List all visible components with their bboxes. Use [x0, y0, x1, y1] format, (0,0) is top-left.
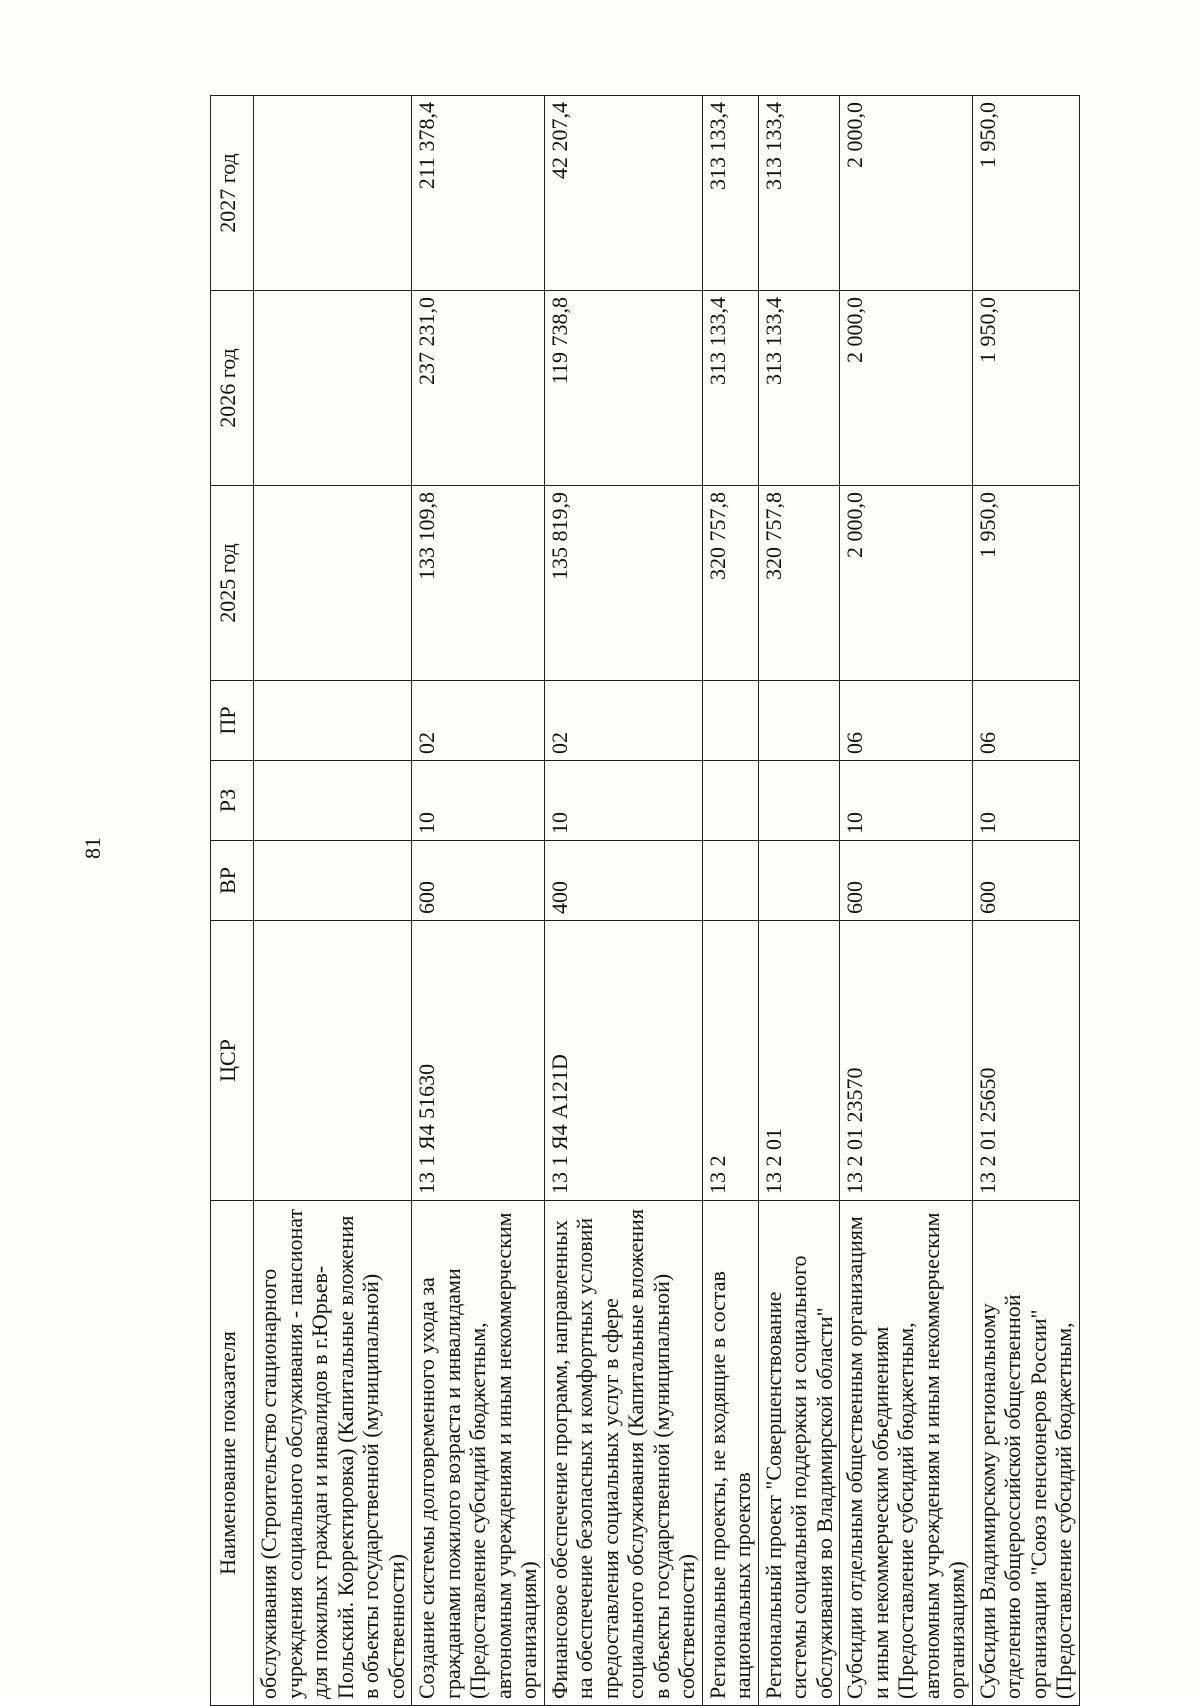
cell-csr: 13 1 Я4 51630: [412, 921, 545, 1201]
cell-csr: 13 2: [702, 921, 758, 1201]
table-header-row: [211, 96, 254, 1706]
cell-2025: 320 757,8: [702, 486, 758, 681]
table-frame: [210, 96, 1200, 1706]
header-name: Наименование показателя: [211, 1201, 254, 1706]
cell-2027: 42 207,4: [544, 96, 702, 291]
header-pr: ПР: [211, 681, 254, 761]
cell-2025: 2 000,0: [840, 486, 973, 681]
header-vr: ВР: [211, 841, 254, 921]
cell-2026: [254, 291, 412, 486]
table-row: [972, 96, 1079, 1706]
cell-rz: 10: [544, 761, 702, 841]
cell-rz: [254, 761, 412, 841]
cell-name: Создание системы долговременного ухода за гражданами пожилого возраста и инвалидами (Предоставление субсидий бюджетным, автономным учреждениям и иным некоммерческим организациям): [412, 1201, 545, 1706]
cell-2025: [254, 486, 412, 681]
cell-name: Региональные проекты, не входящие в состав национальных проектов: [702, 1201, 758, 1706]
cell-rz: 10: [412, 761, 545, 841]
table-row: [254, 96, 412, 1706]
cell-vr: [758, 841, 840, 921]
cell-2027: 313 133,4: [758, 96, 840, 291]
cell-csr: 13 2 01 23570: [840, 921, 973, 1201]
cell-2026: 119 738,8: [544, 291, 702, 486]
cell-rz: [702, 761, 758, 841]
table-row: [758, 96, 840, 1706]
cell-2027: [254, 96, 412, 291]
cell-vr: [702, 841, 758, 921]
cell-2026: 313 133,4: [758, 291, 840, 486]
cell-vr: 400: [544, 841, 702, 921]
cell-2027: 313 133,4: [702, 96, 758, 291]
cell-2026: 2 000,0: [840, 291, 973, 486]
header-2026: 2026 год: [211, 291, 254, 486]
cell-2027: 2 000,0: [840, 96, 973, 291]
cell-pr: [758, 681, 840, 761]
table-row: [544, 96, 702, 1706]
cell-name: Финансовое обеспечение программ, направленных на обеспечение безопасных и комфортных условий предоставления социальных услуг в сфере социального обслуживания (Капитальные вложения в объекты государственной (муниципальной) собственности): [544, 1201, 702, 1706]
cell-name: Субсидии отдельным общественным организациям и иным некоммерческим объединениям (Предоставление субсидий бюджетным, автономным учреждениям и иным некоммерческим организациям): [840, 1201, 973, 1706]
cell-csr: 13 1 Я4 А121D: [544, 921, 702, 1201]
cell-pr: 06: [972, 681, 1079, 761]
cell-2027: 211 378,4: [412, 96, 545, 291]
cell-csr: [254, 921, 412, 1201]
cell-pr: 06: [840, 681, 973, 761]
header-2025: 2025 год: [211, 486, 254, 681]
cell-2026: 313 133,4: [702, 291, 758, 486]
cell-csr: 13 2 01 25650: [972, 921, 1079, 1201]
cell-rz: 10: [972, 761, 1079, 841]
cell-pr: 02: [544, 681, 702, 761]
table-rotated: [210, 96, 1200, 1706]
table-row: [412, 96, 545, 1706]
cell-csr: 13 2 01: [758, 921, 840, 1201]
cell-name: Региональный проект "Совершенствование системы социальной поддержки и социального обслуживания во Владимирской области": [758, 1201, 840, 1706]
cell-2025: 320 757,8: [758, 486, 840, 681]
cell-pr: [702, 681, 758, 761]
header-2027: 2027 год: [211, 96, 254, 291]
header-csr: ЦСР: [211, 921, 254, 1201]
cell-name: обслуживания (Строительство стационарного учреждения социального обслуживания - пансионат для пожилых граждан и инвалидов в г.Юрьев-Польский. Корректировка) (Капитальные вложения в объекты государственной (муниципальной) собственности): [254, 1201, 412, 1706]
cell-name: Субсидии Владимирскому региональному отделению общероссийской общественной организации "Союз пенсионеров России" (Предоставление субсидий бюджетным,: [972, 1201, 1079, 1706]
header-rz: РЗ: [211, 761, 254, 841]
cell-rz: 10: [840, 761, 973, 841]
cell-2027: 1 950,0: [972, 96, 1079, 291]
cell-pr: 02: [412, 681, 545, 761]
cell-vr: 600: [840, 841, 973, 921]
cell-2026: 1 950,0: [972, 291, 1079, 486]
table-row: [702, 96, 758, 1706]
cell-vr: 600: [412, 841, 545, 921]
budget-table: [210, 95, 1080, 1706]
cell-2025: 133 109,8: [412, 486, 545, 681]
cell-vr: [254, 841, 412, 921]
cell-2026: 237 231,0: [412, 291, 545, 486]
cell-pr: [254, 681, 412, 761]
page-number: 81: [80, 837, 105, 859]
table-row: [840, 96, 973, 1706]
cell-2025: 1 950,0: [972, 486, 1079, 681]
cell-rz: [758, 761, 840, 841]
cell-2025: 135 819,9: [544, 486, 702, 681]
cell-vr: 600: [972, 841, 1079, 921]
